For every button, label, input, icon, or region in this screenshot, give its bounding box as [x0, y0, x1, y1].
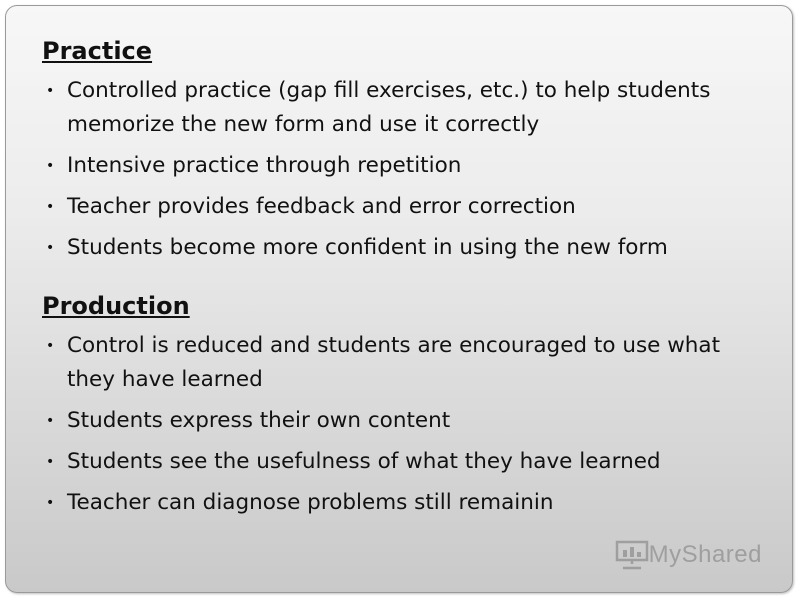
bullet-icon: •: [46, 413, 55, 429]
practice-list: [42, 74, 772, 265]
bullet-icon: •: [46, 240, 55, 256]
watermark-text: MyShared: [648, 541, 762, 568]
list-item-text: Students become more confident in using the new form: [67, 235, 668, 260]
practice-heading: Practice: [42, 37, 153, 65]
watermark: [615, 540, 762, 570]
list-item: [42, 74, 757, 142]
list-item: [42, 486, 772, 520]
list-item-text: Teacher provides feedback and error correction: [67, 194, 576, 219]
bullet-icon: •: [46, 83, 55, 99]
list-item-text: Control is reduced and students are encouraged to use what they have learned: [67, 333, 721, 392]
list-item-text: Students express their own content: [67, 408, 451, 433]
presentation-board-icon: [615, 540, 649, 570]
list-item-text: Students see the usefulness of what they have learned: [67, 449, 661, 474]
slide-content: [42, 36, 772, 527]
slide: [5, 5, 793, 593]
list-item-text: Teacher can diagnose problems still remainin: [67, 490, 554, 515]
list-item: [42, 149, 772, 183]
list-item: [42, 329, 757, 397]
list-item-text: Controlled practice (gap fill exercises, etc.) to help students memorize the new form and use it correctly: [67, 78, 711, 137]
production-list: [42, 329, 772, 520]
bullet-icon: •: [46, 495, 55, 511]
bullet-icon: •: [46, 454, 55, 470]
bullet-icon: •: [46, 199, 55, 215]
production-heading: Production: [42, 292, 190, 320]
list-item: [42, 190, 772, 224]
list-item: [42, 231, 772, 265]
list-item-text: Intensive practice through repetition: [67, 153, 462, 178]
list-item: [42, 404, 772, 438]
bullet-icon: •: [46, 338, 55, 354]
bullet-icon: •: [46, 158, 55, 174]
list-item: [42, 445, 772, 479]
